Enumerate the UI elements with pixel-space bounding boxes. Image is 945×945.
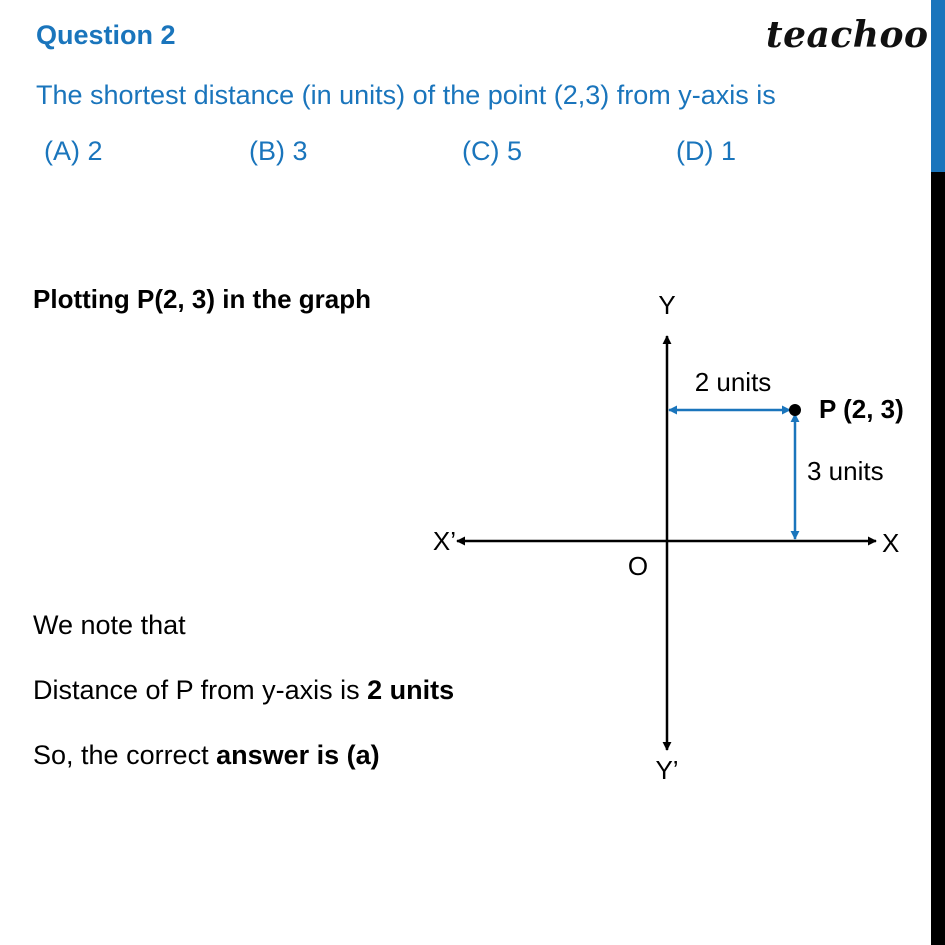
solution-heading: Plotting P(2, 3) in the graph [33, 284, 371, 314]
vertical-distance-label: 3 units [807, 456, 884, 486]
point-p-dot [789, 404, 801, 416]
right-edge-accent [931, 0, 945, 172]
option-b: (B) 3 [249, 136, 308, 166]
x-axis-label: X [882, 528, 900, 558]
y-axis-label: Y [658, 290, 676, 320]
answer-value: answer is (a) [216, 740, 380, 770]
option-d: (D) 1 [676, 136, 736, 166]
option-a: (A) 2 [44, 136, 103, 166]
question-title: Question 2 [36, 20, 176, 50]
point-p-label: P (2, 3) [819, 394, 904, 424]
option-c: (C) 5 [462, 136, 522, 166]
distance-value: 2 units [367, 675, 455, 705]
x-prime-label: X’ [432, 526, 456, 556]
question-text: The shortest distance (in units) of the point (2,3) from y-axis is [36, 80, 776, 110]
origin-label: O [627, 551, 649, 581]
horizontal-distance-label: 2 units [694, 367, 772, 397]
teachoo-logo: teachoo [766, 14, 929, 56]
distance-prefix: Distance of P from y-axis is [33, 675, 368, 705]
note-line: We note that [33, 610, 186, 640]
answer-prefix: So, the correct [33, 740, 217, 770]
y-prime-label: Y’ [655, 755, 679, 785]
